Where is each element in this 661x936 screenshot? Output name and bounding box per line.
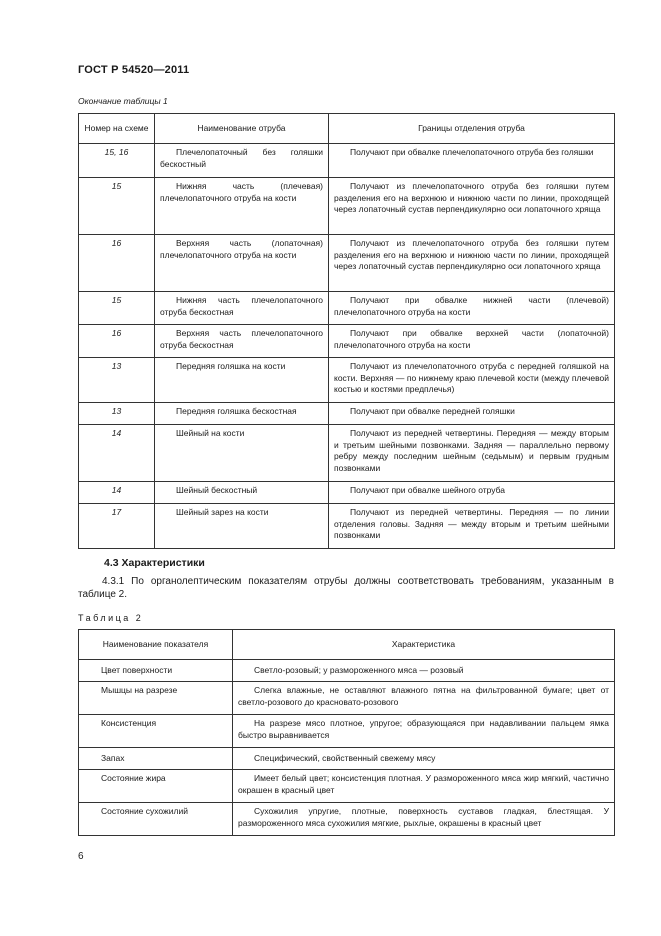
- cut-boundaries: Получают при обвалке нижней части (плечевой) плечелопаточного отруба на кости: [329, 292, 615, 325]
- table-row: [79, 292, 615, 325]
- indicator-characteristic: Светло-розовый; у размороженного мяса — розовый: [233, 660, 615, 682]
- cut-name: Верхняя часть (лопаточная) плечелопаточного отруба на кости: [155, 235, 329, 292]
- page-number: 6: [78, 851, 84, 862]
- table1-header-row: [79, 114, 615, 144]
- cut-boundaries: Получают из передней четвертины. Передняя — между вторым и третьим шейными позвонками. Задняя — параллельно первому ребру между последним шейным (седьмым) и первым грудным позвонками: [329, 425, 615, 482]
- table1-header-cell: Номер на схеме: [79, 114, 155, 144]
- table-row: [79, 403, 615, 425]
- cut-name: Передняя голяшка бескостная: [155, 403, 329, 425]
- scheme-number: 13: [79, 358, 155, 403]
- cut-boundaries: Получают при обвалке верхней части (лопаточной) плечелопаточного отруба на кости: [329, 325, 615, 358]
- cut-boundaries: Получают из плечелопаточного отруба с передней голяшкой на кости. Верхняя — по нижнему краю плечевой кости (между плечевой костью и костями предплечья): [329, 358, 615, 403]
- scheme-number: 16: [79, 325, 155, 358]
- table-row: [79, 660, 615, 682]
- table2: [78, 629, 615, 836]
- cut-name: Шейный зарез на кости: [155, 504, 329, 549]
- table2-header-cell: Наименование показателя: [79, 630, 233, 660]
- indicator-name: Запах: [79, 748, 233, 770]
- indicator-characteristic: На разрезе мясо плотное, упругое; образующаяся при надавливании пальцем ямка быстро выравнивается: [233, 715, 615, 748]
- table-row: [79, 325, 615, 358]
- indicator-name: Цвет поверхности: [79, 660, 233, 682]
- table-row: [79, 715, 615, 748]
- scheme-number: 15, 16: [79, 144, 155, 178]
- indicator-characteristic: Слегка влажные, не оставляют влажного пятна на фильтрованной бумаге; цвет от светло-розового до красновато-розового: [233, 682, 615, 715]
- table1-header-cell: Границы отделения отруба: [329, 114, 615, 144]
- section-paragraph: 4.3.1 По органолептическим показателям отрубы должны соответствовать требованиям, указанным в таблице 2.: [78, 576, 614, 600]
- table-row: [79, 682, 615, 715]
- table1-caption: Окончание таблицы 1: [78, 96, 168, 106]
- table2-header-cell: Характеристика: [233, 630, 615, 660]
- cut-name: Верхняя часть плечелопаточного отруба бескостная: [155, 325, 329, 358]
- cut-boundaries: Получают при обвалке шейного отруба: [329, 482, 615, 504]
- cut-name: Передняя голяшка на кости: [155, 358, 329, 403]
- cut-boundaries: Получают из плечелопаточного отруба без голяшки путем разделения его на верхнюю и нижнюю части по линии, проходящей через лопаточный сустав перпендикулярно оси лопаточного хряща: [329, 235, 615, 292]
- cut-boundaries: Получают из передней четвертины. Передняя — по линии отделения головы. Задняя — между вторым и третьим шейными позвонками: [329, 504, 615, 549]
- indicator-name: Состояние жира: [79, 770, 233, 803]
- table1: [78, 113, 615, 549]
- cut-boundaries: Получают при обвалке плечелопаточного отруба без голяшки: [329, 144, 615, 178]
- table2-caption: Таблица 2: [78, 613, 144, 623]
- scheme-number: 15: [79, 292, 155, 325]
- table-row: [79, 748, 615, 770]
- scheme-number: 14: [79, 482, 155, 504]
- cut-name: Нижняя часть (плечевая) плечелопаточного отруба на кости: [155, 178, 329, 235]
- scheme-number: 15: [79, 178, 155, 235]
- table-row: [79, 803, 615, 836]
- table2-header-row: [79, 630, 615, 660]
- scheme-number: 13: [79, 403, 155, 425]
- table-row: [79, 358, 615, 403]
- table-row: [79, 425, 615, 482]
- table-row: [79, 770, 615, 803]
- document-header: ГОСТ Р 54520—2011: [78, 64, 190, 76]
- table-row: [79, 144, 615, 178]
- cut-name: Нижняя часть плечелопаточного отруба бескостная: [155, 292, 329, 325]
- cut-name: Шейный бескостный: [155, 482, 329, 504]
- indicator-characteristic: Имеет белый цвет; консистенция плотная. У размороженного мяса жир мягкий, частично окрашен в красный цвет: [233, 770, 615, 803]
- section-title: 4.3 Характеристики: [104, 557, 205, 569]
- cut-boundaries: Получают при обвалке передней голяшки: [329, 403, 615, 425]
- indicator-name: Мышцы на разрезе: [79, 682, 233, 715]
- cut-boundaries: Получают из плечелопаточного отруба без голяшки путем разделения его на верхнюю и нижнюю части по линии, проходящей через лопаточный сустав перпендикулярно оси лопаточного хряща: [329, 178, 615, 235]
- indicator-characteristic: Специфический, свойственный свежему мясу: [233, 748, 615, 770]
- table-row: [79, 235, 615, 292]
- cut-name: Шейный на кости: [155, 425, 329, 482]
- cut-name: Плечелопаточный без голяшки бескостный: [155, 144, 329, 178]
- scheme-number: 14: [79, 425, 155, 482]
- scheme-number: 17: [79, 504, 155, 549]
- table-row: [79, 504, 615, 549]
- indicator-name: Консистенция: [79, 715, 233, 748]
- table-row: [79, 178, 615, 235]
- table1-header-cell: Наименование отруба: [155, 114, 329, 144]
- table-row: [79, 482, 615, 504]
- indicator-characteristic: Сухожилия упругие, плотные, поверхность суставов гладкая, блестящая. У размороженного мяса сухожилия мягкие, рыхлые, окрашены в красный цвет: [233, 803, 615, 836]
- scheme-number: 16: [79, 235, 155, 292]
- indicator-name: Состояние сухожилий: [79, 803, 233, 836]
